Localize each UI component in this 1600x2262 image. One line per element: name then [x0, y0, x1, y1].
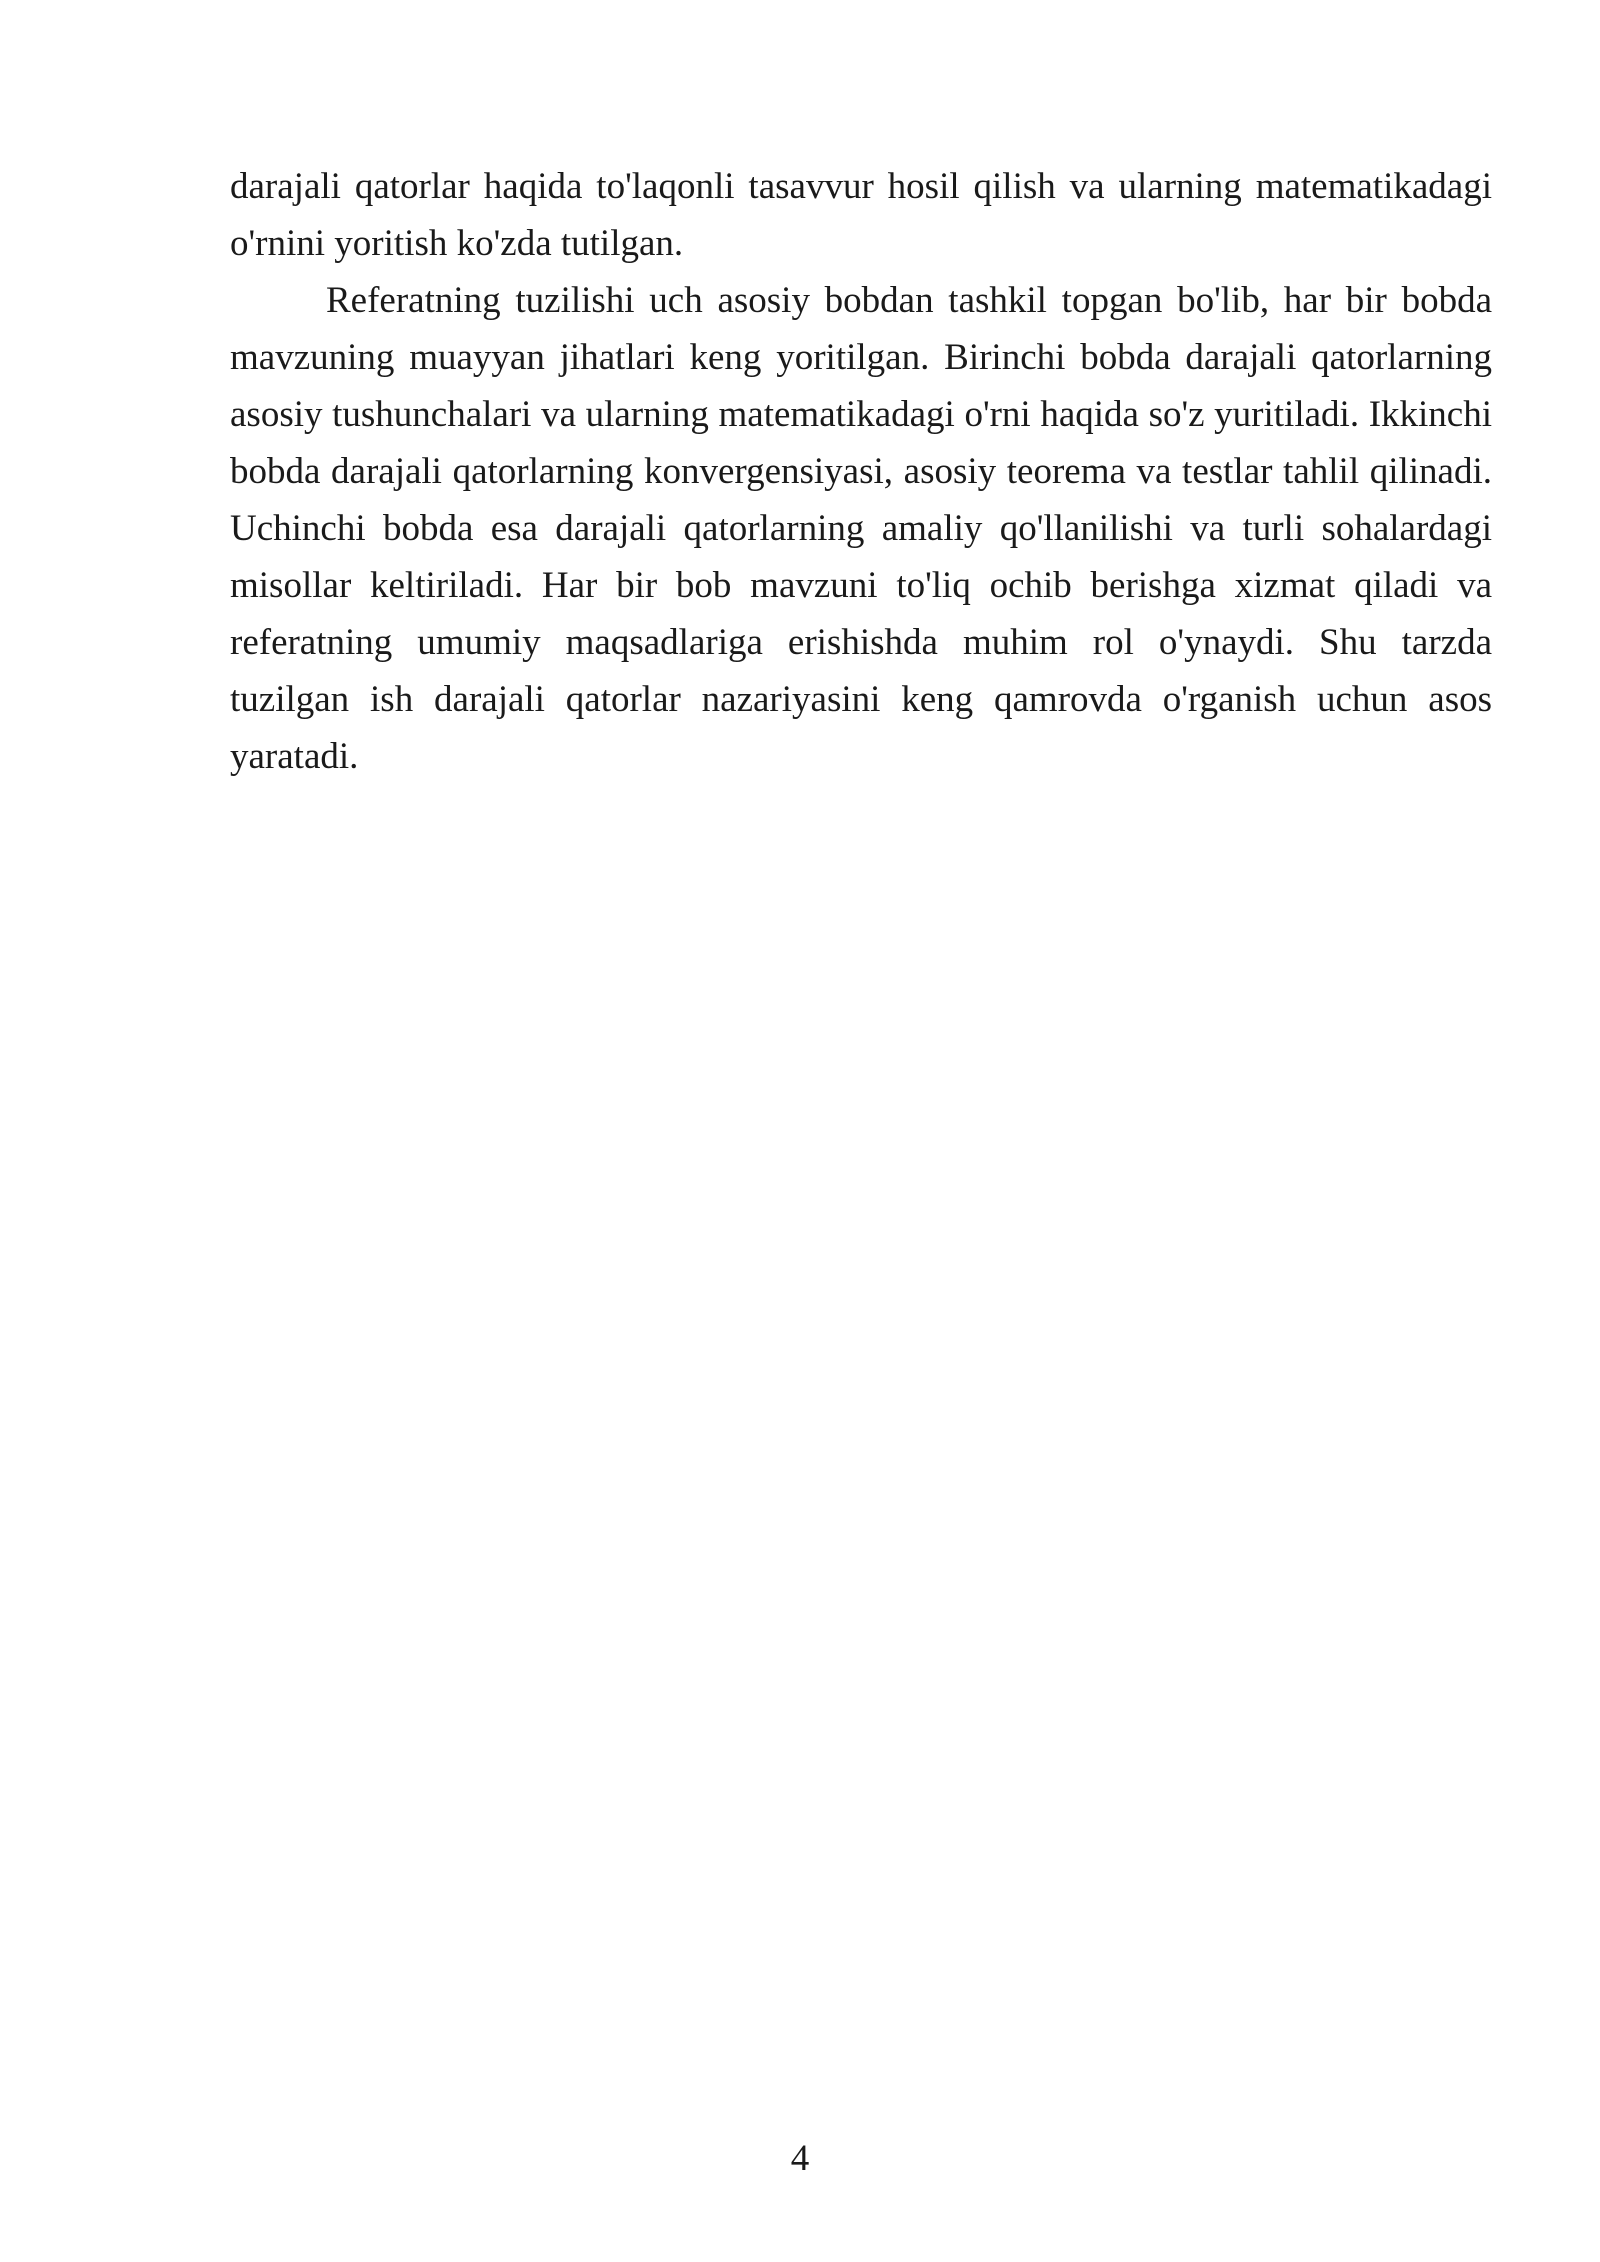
page-number: 4: [790, 2138, 810, 2179]
paragraph-continuation: darajali qatorlar haqida to'laqonli tasavvur hosil qilish va ularning matematikadagi o'rnini yoritish ko'zda tutilgan.: [230, 166, 1492, 264]
paragraph-structure: Referatning tuzilishi uch asosiy bobdan tashkil topgan bo'lib, har bir bobda mavzuning muayyan jihatlari keng yoritilgan. Birinchi bobda darajali qatorlarning asosiy tushunchalari va ularning matematikadagi o'rni haqida so'z yuritiladi. Ikkinchi bobda darajali qatorlarning konvergensiyasi, asosiy teorema va testlar tahlil qilinadi. Uchinchi bobda esa darajali qatorlarning amaliy qo'llanilishi va turli sohalardagi misollar keltiriladi. Har bir bob mavzuni to'liq ochib berishga xizmat qiladi va referatning umumiy maqsadlariga erishishda muhim rol o'ynaydi. Shu tarzda tuzilgan ish darajali qatorlar nazariyasini keng qamrovda o'rganish uchun asos yaratadi.: [230, 280, 1492, 777]
body-text: [230, 158, 1492, 785]
